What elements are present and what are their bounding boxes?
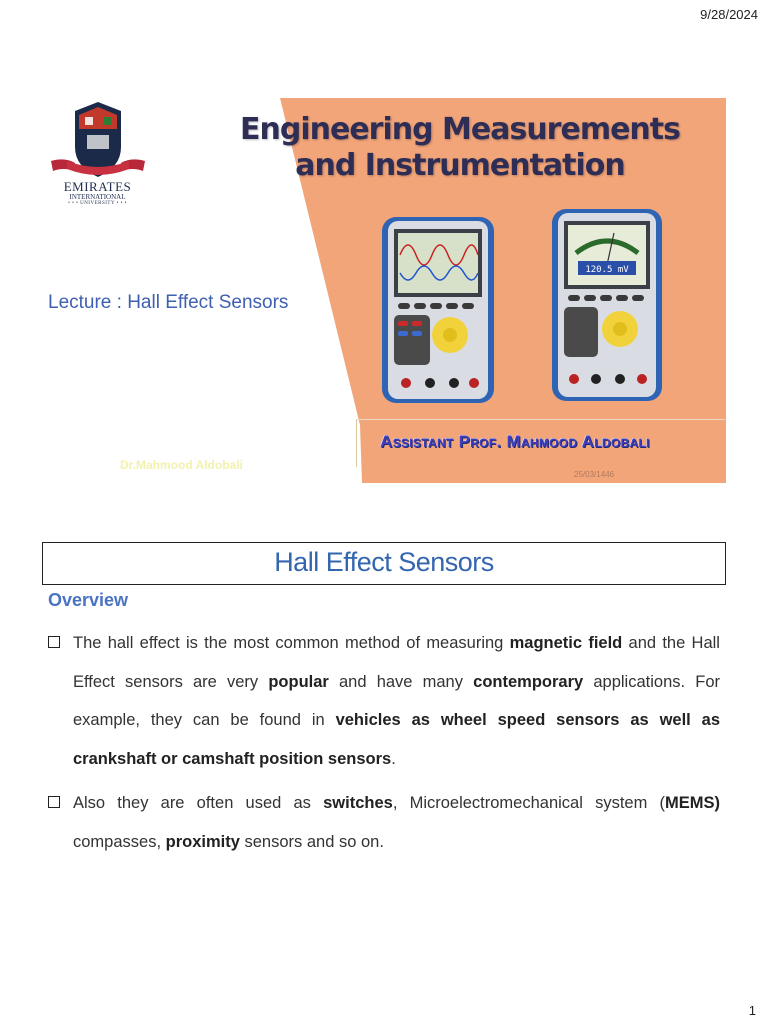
multimeter-readout: 120.5 mV: [585, 265, 629, 275]
lecture-topic: Lecture : Hall Effect Sensors: [48, 292, 289, 313]
section-title-box: [42, 542, 726, 585]
bullet-text: The hall effect is the most common method of measuring magnetic field and the Hall Effect sensors are very popular and have many contemporary applications. For example, they can be found in vehicles as wheel speed sensors as well as crankshaft or camshaft position sensors.: [73, 634, 721, 768]
bullet-point: [48, 784, 720, 861]
hijri-date: 25/03/1446: [574, 470, 615, 479]
checkbox-bullet-icon: [48, 636, 60, 648]
section-title: Hall Effect Sensors: [274, 547, 494, 577]
page-date: 9/28/2024: [700, 7, 758, 22]
presenter-name: Assistant Prof. Mahmood Aldobali: [380, 432, 650, 451]
page-number: 1: [748, 1003, 756, 1018]
title-slide: [40, 95, 726, 483]
course-title: Engineering Measurements and Instrumentation: [240, 112, 680, 183]
oscilloscope-device-icon: [378, 215, 498, 405]
bullet-text: Also they are often used as switches, Microelectromechanical system (MEMS) compasses, proximity sensors and so on.: [73, 794, 720, 851]
multimeter-device-icon: [548, 207, 666, 403]
author-watermark: Dr.Mahmood Aldobali: [120, 458, 243, 472]
bullet-point: [48, 624, 720, 778]
university-name: EMIRATES INTERNATIONAL • • • UNIVERSITY • • •: [63, 179, 132, 206]
checkbox-bullet-icon: [48, 796, 60, 808]
overview-heading: Overview: [48, 590, 129, 610]
